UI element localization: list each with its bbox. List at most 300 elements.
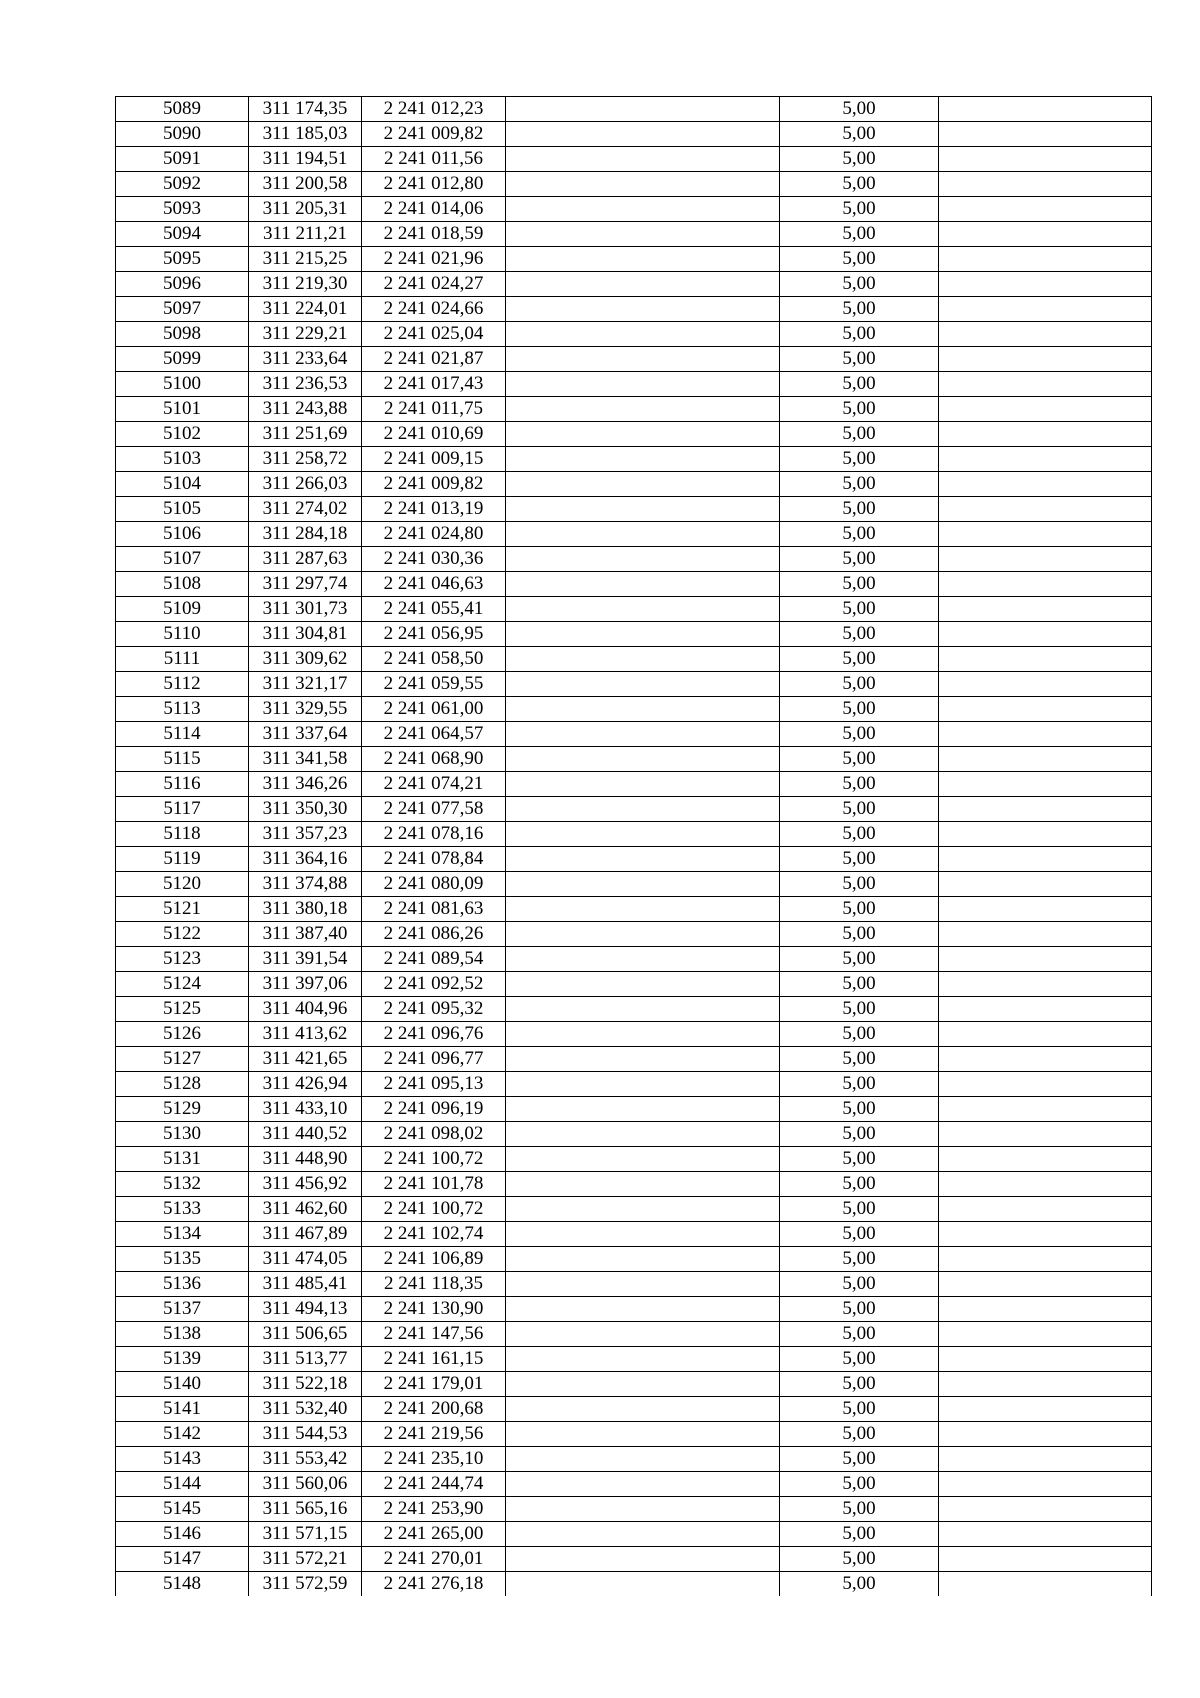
table-row: [116, 297, 1152, 322]
point-number-cell: 5096: [116, 272, 249, 297]
table-row: [116, 897, 1152, 922]
point-number-cell: 5141: [116, 1397, 249, 1422]
table-row: [116, 947, 1152, 972]
x-coordinate-cell: 311 251,69: [249, 422, 362, 447]
point-number-cell: 5112: [116, 672, 249, 697]
y-coordinate-cell: 2 241 219,56: [362, 1422, 506, 1447]
tolerance-cell: 5,00: [780, 247, 939, 272]
empty-cell: [506, 672, 780, 697]
x-coordinate-cell: 311 391,54: [249, 947, 362, 972]
x-coordinate-cell: 311 346,26: [249, 772, 362, 797]
tolerance-cell: 5,00: [780, 1472, 939, 1497]
empty-cell: [939, 322, 1152, 347]
tolerance-cell: 5,00: [780, 397, 939, 422]
tolerance-cell: 5,00: [780, 347, 939, 372]
point-number-cell: 5109: [116, 597, 249, 622]
point-number-cell: 5137: [116, 1297, 249, 1322]
empty-cell: [939, 222, 1152, 247]
empty-cell: [506, 497, 780, 522]
coordinates-table-body: [116, 97, 1152, 1597]
empty-cell: [506, 822, 780, 847]
x-coordinate-cell: 311 243,88: [249, 397, 362, 422]
empty-cell: [506, 322, 780, 347]
empty-cell: [506, 397, 780, 422]
x-coordinate-cell: 311 219,30: [249, 272, 362, 297]
y-coordinate-cell: 2 241 021,87: [362, 347, 506, 372]
empty-cell: [506, 272, 780, 297]
tolerance-cell: 5,00: [780, 622, 939, 647]
x-coordinate-cell: 311 341,58: [249, 747, 362, 772]
x-coordinate-cell: 311 426,94: [249, 1072, 362, 1097]
x-coordinate-cell: 311 522,18: [249, 1372, 362, 1397]
y-coordinate-cell: 2 241 011,56: [362, 147, 506, 172]
point-number-cell: 5121: [116, 897, 249, 922]
y-coordinate-cell: 2 241 081,63: [362, 897, 506, 922]
table-row: [116, 1297, 1152, 1322]
tolerance-cell: 5,00: [780, 1247, 939, 1272]
point-number-cell: 5113: [116, 697, 249, 722]
empty-cell: [939, 1222, 1152, 1247]
y-coordinate-cell: 2 241 244,74: [362, 1472, 506, 1497]
empty-cell: [506, 372, 780, 397]
empty-cell: [506, 1422, 780, 1447]
table-row: [116, 997, 1152, 1022]
empty-cell: [506, 1247, 780, 1272]
tolerance-cell: 5,00: [780, 772, 939, 797]
tolerance-cell: 5,00: [780, 297, 939, 322]
y-coordinate-cell: 2 241 092,52: [362, 972, 506, 997]
tolerance-cell: 5,00: [780, 972, 939, 997]
tolerance-cell: 5,00: [780, 1197, 939, 1222]
x-coordinate-cell: 311 284,18: [249, 522, 362, 547]
table-row: [116, 822, 1152, 847]
x-coordinate-cell: 311 404,96: [249, 997, 362, 1022]
table-row: [116, 322, 1152, 347]
empty-cell: [939, 522, 1152, 547]
table-row: [116, 747, 1152, 772]
point-number-cell: 5089: [116, 97, 249, 122]
empty-cell: [506, 722, 780, 747]
point-number-cell: 5092: [116, 172, 249, 197]
table-row: [116, 1572, 1152, 1597]
x-coordinate-cell: 311 287,63: [249, 547, 362, 572]
empty-cell: [939, 547, 1152, 572]
empty-cell: [939, 1297, 1152, 1322]
x-coordinate-cell: 311 397,06: [249, 972, 362, 997]
empty-cell: [939, 1272, 1152, 1297]
tolerance-cell: 5,00: [780, 597, 939, 622]
y-coordinate-cell: 2 241 030,36: [362, 547, 506, 572]
y-coordinate-cell: 2 241 130,90: [362, 1297, 506, 1322]
empty-cell: [506, 697, 780, 722]
empty-cell: [939, 1397, 1152, 1422]
empty-cell: [506, 597, 780, 622]
point-number-cell: 5114: [116, 722, 249, 747]
y-coordinate-cell: 2 241 253,90: [362, 1497, 506, 1522]
x-coordinate-cell: 311 433,10: [249, 1097, 362, 1122]
x-coordinate-cell: 311 258,72: [249, 447, 362, 472]
table-row: [116, 122, 1152, 147]
point-number-cell: 5128: [116, 1072, 249, 1097]
empty-cell: [506, 347, 780, 372]
x-coordinate-cell: 311 233,64: [249, 347, 362, 372]
x-coordinate-cell: 311 413,62: [249, 1022, 362, 1047]
x-coordinate-cell: 311 185,03: [249, 122, 362, 147]
y-coordinate-cell: 2 241 161,15: [362, 1347, 506, 1372]
x-coordinate-cell: 311 462,60: [249, 1197, 362, 1222]
y-coordinate-cell: 2 241 009,15: [362, 447, 506, 472]
table-row: [116, 1397, 1152, 1422]
table-row: [116, 97, 1152, 122]
x-coordinate-cell: 311 571,15: [249, 1522, 362, 1547]
point-number-cell: 5095: [116, 247, 249, 272]
coordinates-table: [115, 96, 1152, 1596]
empty-cell: [939, 1497, 1152, 1522]
empty-cell: [939, 1097, 1152, 1122]
point-number-cell: 5129: [116, 1097, 249, 1122]
y-coordinate-cell: 2 241 055,41: [362, 597, 506, 622]
empty-cell: [939, 1322, 1152, 1347]
y-coordinate-cell: 2 241 012,23: [362, 97, 506, 122]
y-coordinate-cell: 2 241 077,58: [362, 797, 506, 822]
tolerance-cell: 5,00: [780, 122, 939, 147]
tolerance-cell: 5,00: [780, 197, 939, 222]
x-coordinate-cell: 311 304,81: [249, 622, 362, 647]
tolerance-cell: 5,00: [780, 1572, 939, 1597]
y-coordinate-cell: 2 241 058,50: [362, 647, 506, 672]
point-number-cell: 5147: [116, 1547, 249, 1572]
y-coordinate-cell: 2 241 118,35: [362, 1272, 506, 1297]
table-row: [116, 697, 1152, 722]
empty-cell: [939, 1547, 1152, 1572]
point-number-cell: 5119: [116, 847, 249, 872]
empty-cell: [939, 97, 1152, 122]
table-row: [116, 1247, 1152, 1272]
point-number-cell: 5103: [116, 447, 249, 472]
empty-cell: [939, 847, 1152, 872]
tolerance-cell: 5,00: [780, 1072, 939, 1097]
empty-cell: [939, 947, 1152, 972]
point-number-cell: 5146: [116, 1522, 249, 1547]
y-coordinate-cell: 2 241 179,01: [362, 1372, 506, 1397]
y-coordinate-cell: 2 241 096,77: [362, 1047, 506, 1072]
point-number-cell: 5100: [116, 372, 249, 397]
tolerance-cell: 5,00: [780, 1297, 939, 1322]
tolerance-cell: 5,00: [780, 897, 939, 922]
tolerance-cell: 5,00: [780, 1047, 939, 1072]
x-coordinate-cell: 311 572,59: [249, 1572, 362, 1597]
empty-cell: [939, 372, 1152, 397]
empty-cell: [506, 1272, 780, 1297]
y-coordinate-cell: 2 241 021,96: [362, 247, 506, 272]
empty-cell: [506, 547, 780, 572]
y-coordinate-cell: 2 241 096,19: [362, 1097, 506, 1122]
point-number-cell: 5099: [116, 347, 249, 372]
tolerance-cell: 5,00: [780, 797, 939, 822]
empty-cell: [506, 1497, 780, 1522]
tolerance-cell: 5,00: [780, 1422, 939, 1447]
empty-cell: [939, 472, 1152, 497]
empty-cell: [506, 1372, 780, 1397]
table-row: [116, 847, 1152, 872]
empty-cell: [939, 1447, 1152, 1472]
empty-cell: [939, 197, 1152, 222]
y-coordinate-cell: 2 241 101,78: [362, 1172, 506, 1197]
empty-cell: [939, 1047, 1152, 1072]
tolerance-cell: 5,00: [780, 472, 939, 497]
table-row: [116, 1347, 1152, 1372]
tolerance-cell: 5,00: [780, 1347, 939, 1372]
x-coordinate-cell: 311 485,41: [249, 1272, 362, 1297]
point-number-cell: 5133: [116, 1197, 249, 1222]
point-number-cell: 5106: [116, 522, 249, 547]
empty-cell: [939, 1347, 1152, 1372]
empty-cell: [506, 197, 780, 222]
empty-cell: [939, 1122, 1152, 1147]
empty-cell: [939, 1522, 1152, 1547]
x-coordinate-cell: 311 205,31: [249, 197, 362, 222]
point-number-cell: 5123: [116, 947, 249, 972]
table-row: [116, 597, 1152, 622]
tolerance-cell: 5,00: [780, 922, 939, 947]
point-number-cell: 5131: [116, 1147, 249, 1172]
empty-cell: [506, 997, 780, 1022]
table-row: [116, 1022, 1152, 1047]
y-coordinate-cell: 2 241 009,82: [362, 122, 506, 147]
empty-cell: [939, 922, 1152, 947]
y-coordinate-cell: 2 241 024,80: [362, 522, 506, 547]
empty-cell: [939, 697, 1152, 722]
empty-cell: [939, 872, 1152, 897]
empty-cell: [506, 147, 780, 172]
y-coordinate-cell: 2 241 014,06: [362, 197, 506, 222]
empty-cell: [506, 947, 780, 972]
empty-cell: [506, 647, 780, 672]
x-coordinate-cell: 311 374,88: [249, 872, 362, 897]
y-coordinate-cell: 2 241 200,68: [362, 1397, 506, 1422]
tolerance-cell: 5,00: [780, 322, 939, 347]
tolerance-cell: 5,00: [780, 1397, 939, 1422]
point-number-cell: 5108: [116, 572, 249, 597]
table-row: [116, 372, 1152, 397]
empty-cell: [939, 422, 1152, 447]
empty-cell: [939, 997, 1152, 1022]
point-number-cell: 5102: [116, 422, 249, 447]
y-coordinate-cell: 2 241 265,00: [362, 1522, 506, 1547]
tolerance-cell: 5,00: [780, 1122, 939, 1147]
empty-cell: [506, 847, 780, 872]
empty-cell: [939, 272, 1152, 297]
empty-cell: [506, 972, 780, 997]
empty-cell: [506, 1147, 780, 1172]
table-row: [116, 1172, 1152, 1197]
empty-cell: [939, 1147, 1152, 1172]
table-row: [116, 1097, 1152, 1122]
point-number-cell: 5120: [116, 872, 249, 897]
y-coordinate-cell: 2 241 086,26: [362, 922, 506, 947]
point-number-cell: 5135: [116, 1247, 249, 1272]
point-number-cell: 5110: [116, 622, 249, 647]
empty-cell: [939, 1372, 1152, 1397]
point-number-cell: 5118: [116, 822, 249, 847]
y-coordinate-cell: 2 241 095,13: [362, 1072, 506, 1097]
table-row: [116, 622, 1152, 647]
y-coordinate-cell: 2 241 024,66: [362, 297, 506, 322]
tolerance-cell: 5,00: [780, 447, 939, 472]
empty-cell: [506, 572, 780, 597]
tolerance-cell: 5,00: [780, 572, 939, 597]
empty-cell: [506, 1222, 780, 1247]
y-coordinate-cell: 2 241 270,01: [362, 1547, 506, 1572]
empty-cell: [939, 897, 1152, 922]
x-coordinate-cell: 311 211,21: [249, 222, 362, 247]
table-row: [116, 1497, 1152, 1522]
empty-cell: [506, 872, 780, 897]
empty-cell: [506, 1322, 780, 1347]
table-row: [116, 147, 1152, 172]
empty-cell: [939, 1247, 1152, 1272]
tolerance-cell: 5,00: [780, 1272, 939, 1297]
empty-cell: [506, 1297, 780, 1322]
x-coordinate-cell: 311 236,53: [249, 372, 362, 397]
tolerance-cell: 5,00: [780, 497, 939, 522]
y-coordinate-cell: 2 241 098,02: [362, 1122, 506, 1147]
table-row: [116, 172, 1152, 197]
y-coordinate-cell: 2 241 024,27: [362, 272, 506, 297]
empty-cell: [939, 347, 1152, 372]
tolerance-cell: 5,00: [780, 97, 939, 122]
table-row: [116, 1147, 1152, 1172]
tolerance-cell: 5,00: [780, 1372, 939, 1397]
table-row: [116, 1422, 1152, 1447]
y-coordinate-cell: 2 241 018,59: [362, 222, 506, 247]
empty-cell: [506, 1122, 780, 1147]
tolerance-cell: 5,00: [780, 822, 939, 847]
point-number-cell: 5111: [116, 647, 249, 672]
table-row: [116, 1322, 1152, 1347]
table-row: [116, 422, 1152, 447]
x-coordinate-cell: 311 266,03: [249, 472, 362, 497]
table-row: [116, 1522, 1152, 1547]
table-row: [116, 222, 1152, 247]
empty-cell: [506, 622, 780, 647]
y-coordinate-cell: 2 241 059,55: [362, 672, 506, 697]
x-coordinate-cell: 311 174,35: [249, 97, 362, 122]
x-coordinate-cell: 311 329,55: [249, 697, 362, 722]
empty-cell: [506, 1172, 780, 1197]
x-coordinate-cell: 311 553,42: [249, 1447, 362, 1472]
x-coordinate-cell: 311 321,17: [249, 672, 362, 697]
point-number-cell: 5138: [116, 1322, 249, 1347]
empty-cell: [939, 797, 1152, 822]
empty-cell: [506, 247, 780, 272]
tolerance-cell: 5,00: [780, 997, 939, 1022]
point-number-cell: 5094: [116, 222, 249, 247]
table-row: [116, 1547, 1152, 1572]
table-row: [116, 647, 1152, 672]
tolerance-cell: 5,00: [780, 422, 939, 447]
x-coordinate-cell: 311 380,18: [249, 897, 362, 922]
tolerance-cell: 5,00: [780, 172, 939, 197]
y-coordinate-cell: 2 241 074,21: [362, 772, 506, 797]
empty-cell: [506, 97, 780, 122]
table-row: [116, 1047, 1152, 1072]
table-row: [116, 447, 1152, 472]
x-coordinate-cell: 311 565,16: [249, 1497, 362, 1522]
empty-cell: [939, 1422, 1152, 1447]
x-coordinate-cell: 311 572,21: [249, 1547, 362, 1572]
point-number-cell: 5142: [116, 1422, 249, 1447]
y-coordinate-cell: 2 241 100,72: [362, 1197, 506, 1222]
table-row: [116, 1372, 1152, 1397]
x-coordinate-cell: 311 560,06: [249, 1472, 362, 1497]
table-row: [116, 572, 1152, 597]
table-row: [116, 1472, 1152, 1497]
empty-cell: [939, 1022, 1152, 1047]
empty-cell: [939, 297, 1152, 322]
table-row: [116, 497, 1152, 522]
empty-cell: [939, 1172, 1152, 1197]
table-row: [116, 872, 1152, 897]
x-coordinate-cell: 311 456,92: [249, 1172, 362, 1197]
table-row: [116, 347, 1152, 372]
empty-cell: [939, 1472, 1152, 1497]
tolerance-cell: 5,00: [780, 272, 939, 297]
point-number-cell: 5107: [116, 547, 249, 572]
point-number-cell: 5091: [116, 147, 249, 172]
point-number-cell: 5125: [116, 997, 249, 1022]
x-coordinate-cell: 311 506,65: [249, 1322, 362, 1347]
empty-cell: [506, 222, 780, 247]
y-coordinate-cell: 2 241 011,75: [362, 397, 506, 422]
empty-cell: [506, 797, 780, 822]
table-row: [116, 522, 1152, 547]
y-coordinate-cell: 2 241 276,18: [362, 1572, 506, 1597]
empty-cell: [506, 472, 780, 497]
point-number-cell: 5122: [116, 922, 249, 947]
empty-cell: [939, 122, 1152, 147]
y-coordinate-cell: 2 241 235,10: [362, 1447, 506, 1472]
tolerance-cell: 5,00: [780, 372, 939, 397]
x-coordinate-cell: 311 194,51: [249, 147, 362, 172]
table-row: [116, 672, 1152, 697]
point-number-cell: 5097: [116, 297, 249, 322]
x-coordinate-cell: 311 513,77: [249, 1347, 362, 1372]
x-coordinate-cell: 311 440,52: [249, 1122, 362, 1147]
table-row: [116, 1122, 1152, 1147]
tolerance-cell: 5,00: [780, 672, 939, 697]
tolerance-cell: 5,00: [780, 697, 939, 722]
point-number-cell: 5093: [116, 197, 249, 222]
empty-cell: [506, 1097, 780, 1122]
empty-cell: [939, 1197, 1152, 1222]
x-coordinate-cell: 311 200,58: [249, 172, 362, 197]
y-coordinate-cell: 2 241 089,54: [362, 947, 506, 972]
point-number-cell: 5126: [116, 1022, 249, 1047]
tolerance-cell: 5,00: [780, 872, 939, 897]
point-number-cell: 5124: [116, 972, 249, 997]
empty-cell: [506, 1197, 780, 1222]
table-row: [116, 922, 1152, 947]
y-coordinate-cell: 2 241 096,76: [362, 1022, 506, 1047]
point-number-cell: 5148: [116, 1572, 249, 1597]
x-coordinate-cell: 311 357,23: [249, 822, 362, 847]
empty-cell: [939, 497, 1152, 522]
empty-cell: [506, 1472, 780, 1497]
empty-cell: [939, 822, 1152, 847]
empty-cell: [939, 672, 1152, 697]
empty-cell: [506, 747, 780, 772]
